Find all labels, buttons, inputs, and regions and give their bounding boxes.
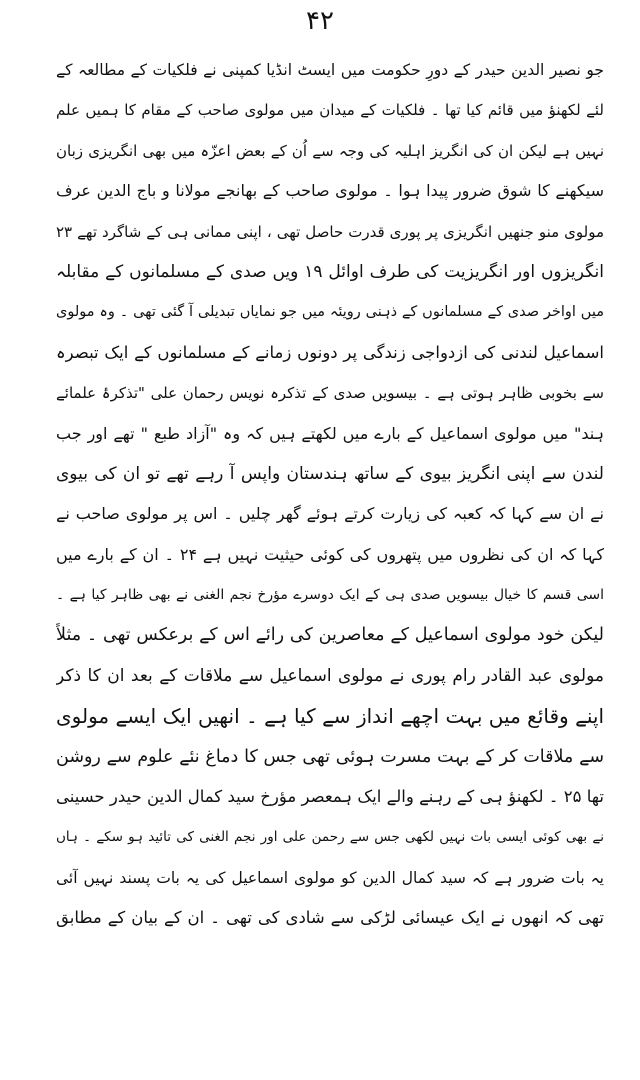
text-line: اسی قسم کا خیال بیسویں صدی ہی کے ایک دوسرے مؤرخ نجم الغنی نے بھی ظاہر کیا ہے ۔ (56, 587, 604, 604)
text-line: نہیں ہے لیکن ان کی انگریز اہلیہ کی وجہ سے اُن کے بعض اعزّہ میں بھی انگریزی زبان (56, 141, 604, 160)
text-line: سے بخوبی ظاہر ہوتی ہے ۔ بیسویں صدی کے تذکرہ نویس رحمان علی "تذکرۂ علمائے (56, 384, 604, 403)
text-line: ہند" میں مولوی اسماعیل کے بارے میں لکھتے ہیں کہ وہ "آزاد طبع " تھے اور جب (56, 423, 604, 443)
text-line: اپنے وقائع میں بہت اچھے انداز سے کیا ہے ۔ انھیں ایک ایسے مولوی (56, 704, 604, 729)
text-line: سیکھنے کا شوق ضرور پیدا ہوا ۔ مولوی صاحب کے بھانجے مولانا و باج الدین عرف (56, 181, 604, 201)
text-line: انگریزوں اور انگریزیت کی طرف اوائل ۱۹ ویں صدی کے مسلمانوں کے مقابلہ (56, 261, 604, 282)
text-line: سے ملاقات کر کے بہت مسرت ہوئی تھی جس کا دماغ نئے علوم سے روشن (56, 746, 604, 767)
text-line: کہا کہ ان کی نظروں میں پتھروں کی کوئی حیثیت نہیں ہے ۲۴ ۔ ان کے بارے میں (56, 544, 604, 564)
text-line: نے بھی کوئی ایسی بات نہیں لکھی جس سے رحمن علی اور نجم الغنی کی تائید ہو سکے ۔ ہاں (56, 829, 604, 846)
text-line: جو نصیر الدین حیدر کے دورِ حکومت میں ایسٹ انڈیا کمپنی نے فلکیات کے مطالعہ کے (56, 61, 604, 79)
text-line: نے ان سے کہا کہ کعبہ کی زیارت کرتے ہوئے گھر چلیں ۔ اس پر مولوی صاحب نے (56, 504, 604, 524)
text-line: لندن سے اپنی انگریز بیوی کے ساتھ ہندستان واپس آ رہے تھے تو ان کی بیوی (56, 463, 604, 484)
text-line: لیکن خود مولوی اسماعیل کے معاصرین کی رائے اس کے برعکس تھی ۔ مثلاً (56, 625, 604, 646)
body-text (56, 50, 604, 939)
text-line: لئے لکھنؤ میں قائم کیا تھا ۔ فلکیات کے میدان میں مولوی صاحب کے مقام کا ہمیں علم (56, 101, 604, 120)
text-line: اسماعیل لندنی کی ازدواجی زندگی پر دونوں زمانے کے مسلمانوں کے ایک تبصرہ (56, 342, 604, 362)
page-number: ۴۲ (306, 6, 334, 36)
text-line: مولوی منو جنھیں انگریزی پر پوری قدرت حاصل تھی ، اپنی ممانی ہی کے شاگرد تھے ۲۳ (56, 222, 604, 241)
text-line: مولوی عبد القادر رام پوری نے مولوی اسماعیل سے ملاقات کے بعد ان کا ذکر (56, 665, 604, 686)
text-line: تھا ۲۵ ۔ لکھنؤ ہی کے رہنے والے ایک ہمعصر مؤرخ سید کمال الدین حیدر حسینی (56, 787, 604, 807)
text-line: یہ بات ضرور ہے کہ سید کمال الدین کو مولوی اسماعیل کی یہ بات پسند نہیں آئی (56, 868, 604, 887)
text-line: تھی کہ انھوں نے ایک عیسائی لڑکی سے شادی کی تھی ۔ ان کے بیان کے مطابق (56, 908, 604, 928)
text-line: میں اواخر صدی کے مسلمانوں کے ذہنی رویئہ میں جو نمایاں تبدیلی آ گئی تھی ۔ وہ مولوی (56, 304, 604, 321)
